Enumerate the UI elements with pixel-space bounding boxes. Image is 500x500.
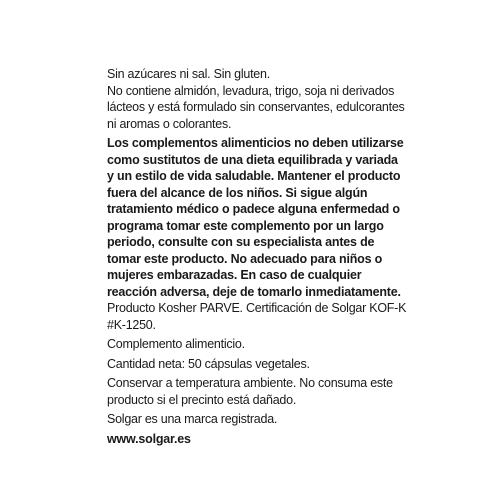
- website-link[interactable]: www.solgar.es: [107, 431, 191, 446]
- sugar-gluten-statement: Sin azúcares ni sal. Sin gluten.: [107, 67, 270, 81]
- warning-statement: Los complementos alimenticios no deben utilizarse como sustitutos de una dieta equilibrada y variada y un estilo de vida saludable. Mantener el producto fuera del alcance de los niños. Si sigue algún tratamiento médico o padece alguna enfermedad o programa tomar este complemento por un largo periodo, consulte con su especialista antes de tomar este producto. No adecuado para niños o mujeres embarazadas. En caso de cualquier reacción adversa, deje de tomarlo inmediatamente.: [107, 136, 404, 299]
- trademark-statement: Solgar es una marca registrada.: [107, 412, 278, 426]
- category-statement: Complemento alimenticio.: [107, 337, 245, 351]
- net-quantity-statement: Cantidad neta: 50 cápsulas vegetales.: [107, 356, 310, 371]
- kosher-statement: Producto Kosher PARVE. Certificación de Solgar KOF-K #K-1250.: [107, 301, 407, 332]
- product-label-text: [107, 66, 407, 447]
- storage-statement: Conservar a temperatura ambiente. No consuma este producto si el precinto está dañado.: [107, 376, 393, 407]
- free-from-statement: No contiene almidón, levadura, trigo, soja ni derivados lácteos y está formulado sin conservantes, edulcorantes ni aromas o colorantes.: [107, 83, 405, 131]
